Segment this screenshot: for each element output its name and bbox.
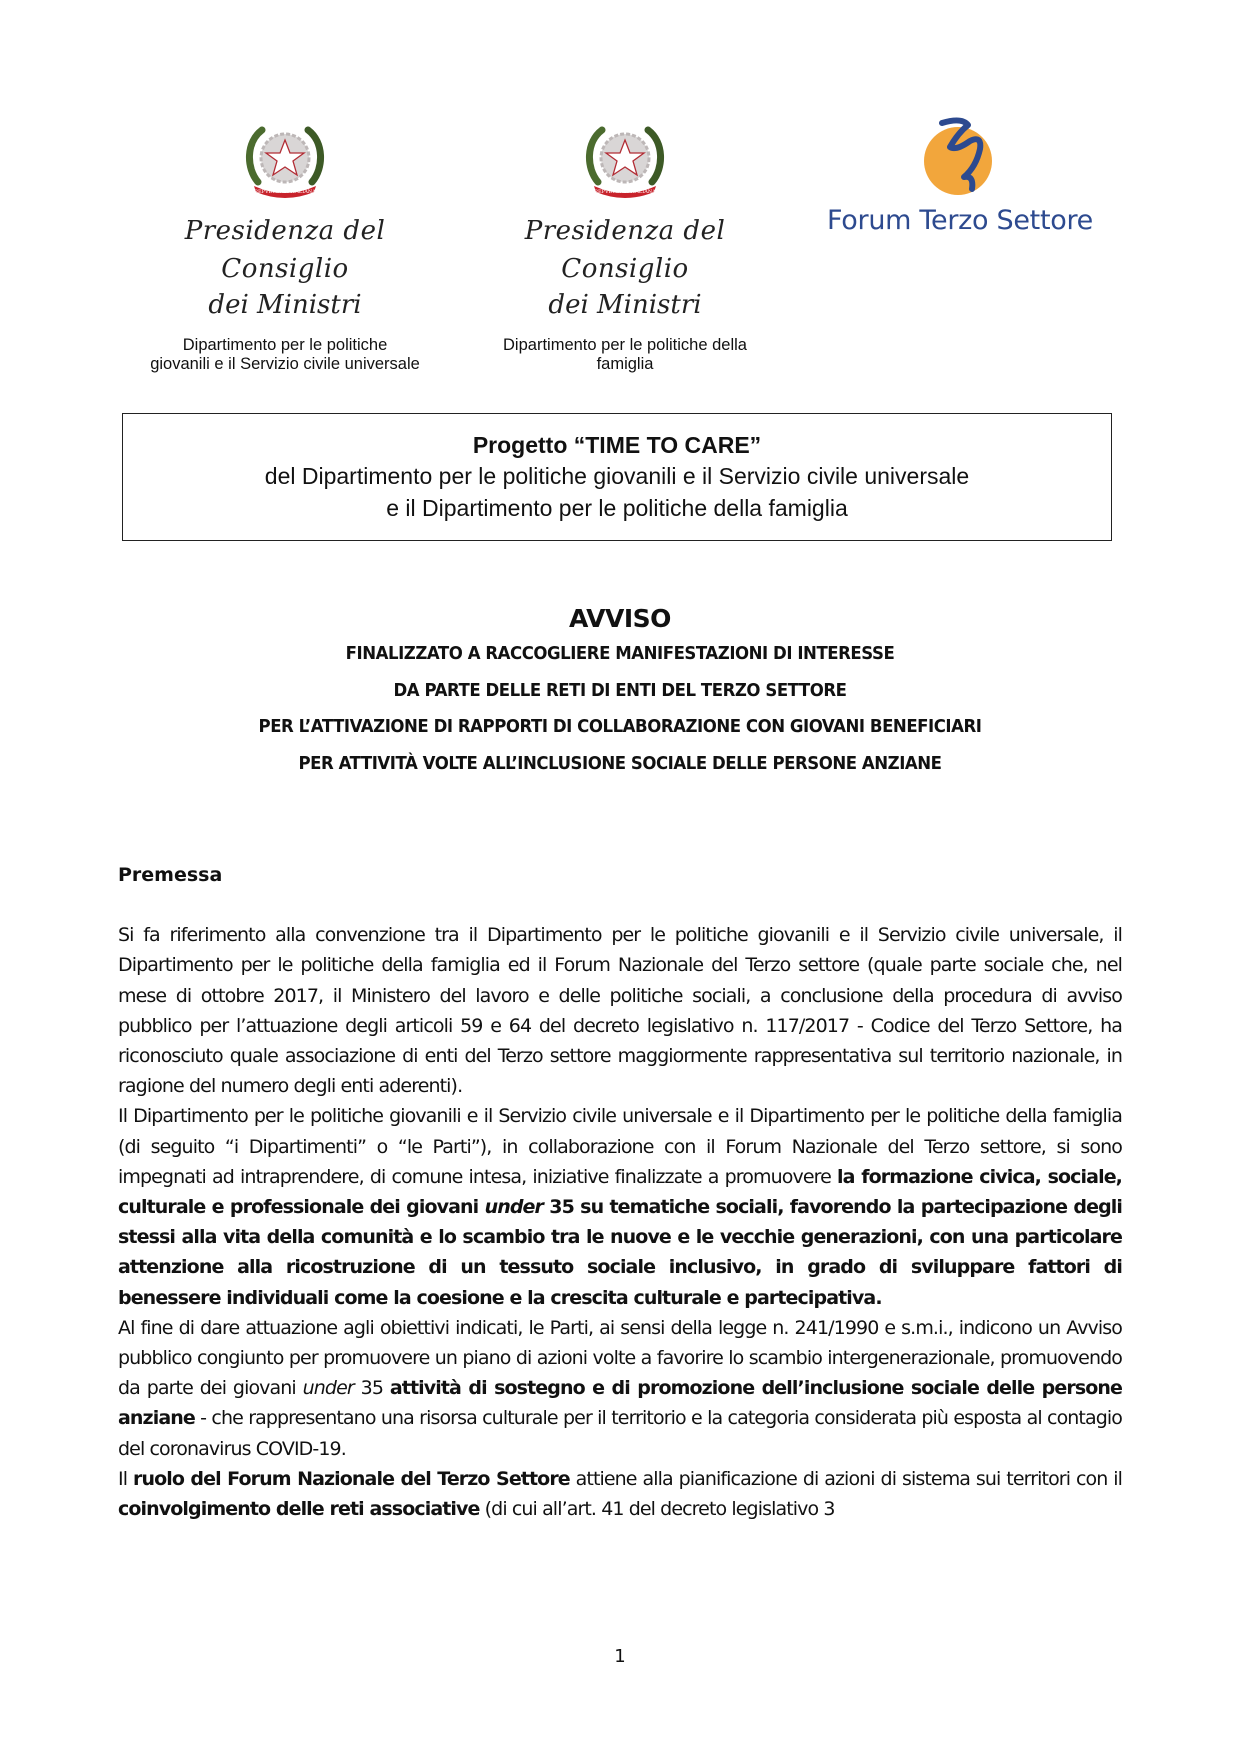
paragraph-bold-text: coinvolgimento delle reti associative xyxy=(118,1498,480,1521)
avviso-subtitle-line: FINALIZZATO A RACCOGLIERE MANIFESTAZIONI DI INTERESSE xyxy=(345,643,895,664)
paragraph-text: (di cui all’art. 41 del decreto legislativo 3 xyxy=(479,1498,835,1521)
paragraph-text: Il xyxy=(118,1467,133,1490)
department-line-2: famiglia xyxy=(596,355,654,373)
forum-swoosh-icon xyxy=(910,115,1010,203)
paragraph-italic-text: under xyxy=(484,1196,543,1219)
ministri-subtitle: dei Ministri xyxy=(208,290,362,320)
italian-emblem-icon xyxy=(240,120,330,200)
presidenza-title: Presidenza del Consiglio xyxy=(184,216,386,284)
svg-text:REPVBBLICA ITALIANA: REPVBBLICA ITALIANA xyxy=(254,189,316,195)
page-number: 1 xyxy=(614,1646,626,1667)
presidenza-logo-giovanili xyxy=(125,120,445,374)
presidenza-title: Presidenza del Consiglio xyxy=(524,216,726,284)
document-body xyxy=(118,860,1122,1524)
paragraph-bold-text: 35 su tematiche sociali, favorendo la partecipazione degli stessi alla vita della comunità e lo scambio tra le nuove e le vecchie generazioni, con una particolare attenzione alla ricostruzione di un tessuto sociale inclusivo, in grado di sviluppare fattori di benessere individuali come la coesione e la crescita culturale e partecipativa. xyxy=(118,1196,1122,1309)
paragraph-1: Si fa riferimento alla convenzione tra il Dipartimento per le politiche giovanili e il Servizio civile universale, il Dipartimento per le politiche della famiglia ed il Forum Nazionale del Terzo settore (quale parte sociale che, nel mese di ottobre 2017, il Ministero del lavoro e delle politiche sociali, a conclusione della procedura di avviso pubblico per l’attuazione degli articoli 59 e 64 del decreto legislativo n. 117/2017 - Codice del Terzo Settore, ha riconosciuto quale associazione di enti del Terzo settore maggiormente rappresentativa sul territorio nazionale, in ragione del numero degli enti aderenti). xyxy=(118,924,1122,1098)
department-line-1: Dipartimento per le politiche xyxy=(182,336,388,354)
project-title: Progetto “TIME TO CARE” xyxy=(472,432,762,458)
presidenza-logo-famiglia xyxy=(465,120,785,374)
paragraph-bold-text: ruolo del Forum Nazionale del Terzo Settore xyxy=(132,1467,570,1490)
paragraph-bold-text: la formazione civica, sociale, culturale e professionale dei giovani xyxy=(118,1165,1122,1219)
svg-text:REPVBBLICA ITALIANA: REPVBBLICA ITALIANA xyxy=(594,189,656,195)
paragraph-text: Il Dipartimento per le politiche giovanili e il Servizio civile universale e il Dipartimento per le politiche della famiglia (di seguito “i Dipartimenti” o “le Parti”), in collaborazione con il Forum Nazionale del Terzo settore, si sono impegnati ad intraprendere, di comune intesa, iniziative finalizzate a promuovere xyxy=(118,1105,1122,1188)
department-line-1: Dipartimento per le politiche della xyxy=(503,336,747,354)
section-heading-premessa: Premessa xyxy=(118,864,223,886)
paragraph-italic-text: under xyxy=(302,1377,354,1400)
avviso-heading xyxy=(0,602,1240,782)
avviso-subtitle-line: DA PARTE DELLE RETI DI ENTI DEL TERZO SETTORE xyxy=(393,679,847,701)
avviso-subtitle-line: PER L’ATTIVAZIONE DI RAPPORTI DI COLLABORAZIONE CON GIOVANI BENEFICIARI xyxy=(258,716,982,737)
department-line-2: giovanili e il Servizio civile universale xyxy=(150,355,420,373)
paragraph-text: attiene alla pianificazione di azioni di sistema sui territori con il xyxy=(569,1467,1122,1490)
avviso-title: AVVISO xyxy=(569,604,671,633)
project-title-box xyxy=(122,413,1112,541)
paragraph-text: Al fine di dare attuazione agli obiettivi indicati, le Parti, ai sensi della legge n. 241/1990 e s.m.i., indicono un Avviso pubblico congiunto per promuovere un piano di azioni volte a favorire lo scambio intergenerazionale, promuovendo da parte dei giovani xyxy=(118,1316,1122,1400)
paragraph-text: 35 xyxy=(353,1377,390,1400)
italian-emblem-icon xyxy=(580,120,670,200)
forum-logo-text: Forum Terzo Settore xyxy=(827,205,1093,236)
paragraph-text: - che rappresentano una risorsa culturale per il territorio e la categoria considerata più esposta al contagio del coronavirus COVID-19. xyxy=(118,1407,1122,1460)
paragraph-bold-text: attività di sostegno e di promozione dell’inclusione sociale delle persone anziane xyxy=(118,1377,1123,1430)
forum-terzo-settore-logo xyxy=(810,115,1110,236)
project-subtitle-line-1: del Dipartimento per le politiche giovanili e il Servizio civile universale xyxy=(264,463,970,489)
paragraph-4 xyxy=(118,1464,1122,1524)
paragraph-2 xyxy=(118,1101,1122,1312)
paragraph-3 xyxy=(118,1313,1122,1464)
ministri-subtitle: dei Ministri xyxy=(548,290,702,320)
avviso-subtitle-line: PER ATTIVITÀ VOLTE ALL’INCLUSIONE SOCIALE DELLE PERSONE ANZIANE xyxy=(298,752,942,774)
project-subtitle-line-2: e il Dipartimento per le politiche della famiglia xyxy=(386,495,848,521)
